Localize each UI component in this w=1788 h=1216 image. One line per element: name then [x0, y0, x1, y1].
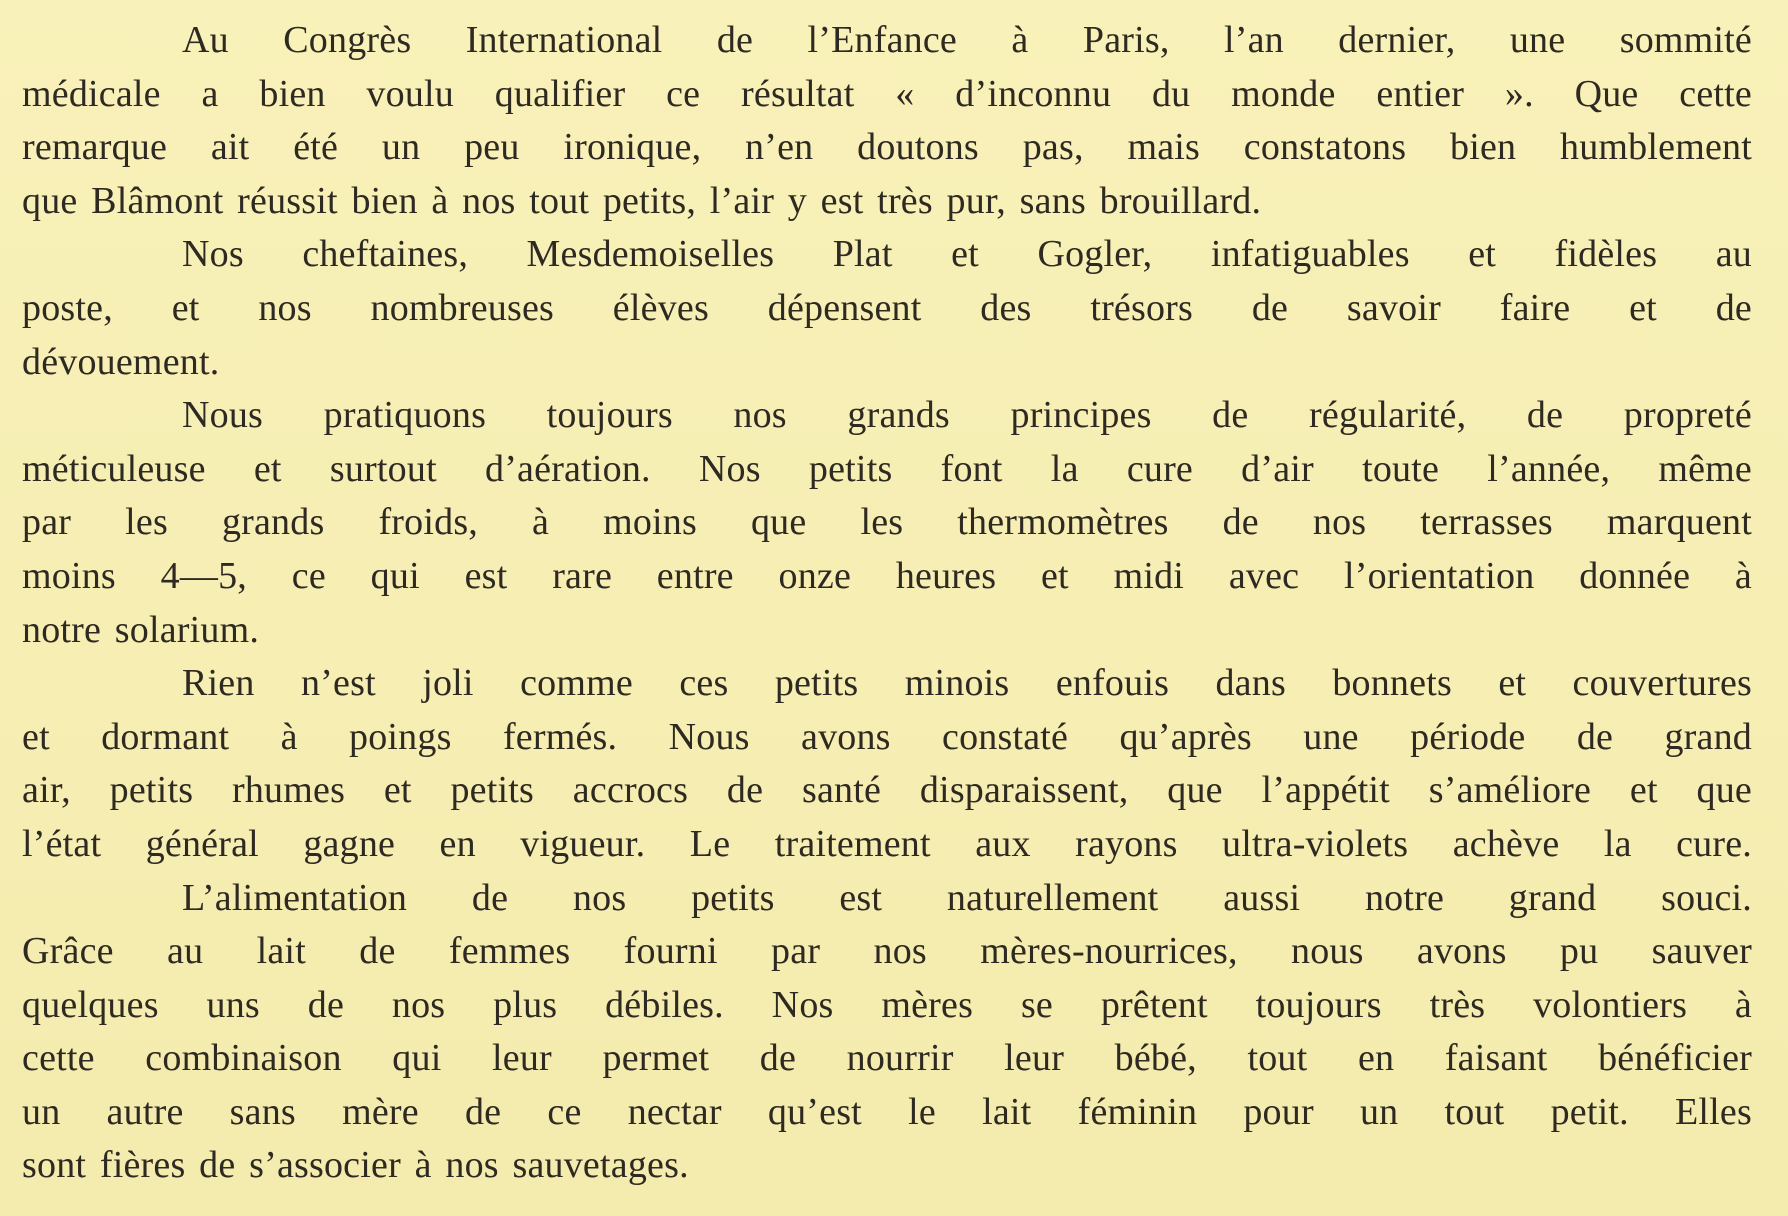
text-line: médicale a bien voulu qualifier ce résultat « d’inconnu du monde entier ». Que cette	[22, 72, 1752, 115]
paragraph-cheftaines	[22, 228, 1752, 389]
text-line: l’état général gagne en vigueur. Le traitement aux rayons ultra-violets achève la cure.	[22, 822, 1752, 865]
text-line: Rien n’est joli comme ces petits minois enfouis dans bonnets et couvertures	[182, 662, 1752, 705]
text-line: cette combinaison qui leur permet de nourrir leur bébé, tout en faisant bénéficier	[22, 1037, 1752, 1080]
text-line: poste, et nos nombreuses élèves dépensent des trésors de savoir faire et de	[22, 286, 1752, 329]
paragraph-alimentation	[22, 872, 1752, 1194]
text-line: et dormant à poings fermés. Nous avons constaté qu’après une période de grand	[22, 715, 1752, 758]
text-line: Grâce au lait de femmes fourni par nos mères-nourrices, nous avons pu sauver	[22, 930, 1752, 973]
text-line: que Blâmont réussit bien à nos tout petits, l’air y est très pur, sans brouillard.	[22, 179, 1262, 222]
text-line: quelques uns de nos plus débiles. Nos mères se prêtent toujours très volontiers à	[22, 983, 1752, 1026]
text-line: notre solarium.	[22, 608, 260, 651]
text-line: Nos cheftaines, Mesdemoiselles Plat et Gogler, infatiguables et fidèles au	[182, 233, 1752, 276]
text-line: Au Congrès International de l’Enfance à Paris, l’an dernier, une sommité	[182, 19, 1752, 61]
text-line: remarque ait été un peu ironique, n’en doutons pas, mais constatons bien humblement	[22, 126, 1752, 169]
text-line: sont fières de s’associer à nos sauvetages.	[22, 1144, 689, 1187]
text-line: méticuleuse et surtout d’aération. Nos petits font la cure d’air toute l’année, même	[22, 447, 1752, 490]
text-line: air, petits rhumes et petits accrocs de santé disparaissent, que l’appétit s’améliore et que	[22, 769, 1752, 812]
body-text	[22, 14, 1752, 1193]
paragraph-congres	[22, 14, 1752, 228]
paragraph-minois	[22, 657, 1752, 871]
text-line: par les grands froids, à moins que les thermomètres de nos terrasses marquent	[22, 501, 1752, 544]
text-line: dévouement.	[22, 340, 220, 383]
text-line: moins 4—5, ce qui est rare entre onze heures et midi avec l’orientation donnée à	[22, 554, 1752, 597]
paragraph-principes	[22, 389, 1752, 657]
text-line: L’alimentation de nos petits est naturellement aussi notre grand souci.	[182, 876, 1752, 919]
text-line: un autre sans mère de ce nectar qu’est le lait féminin pour un tout petit. Elles	[22, 1090, 1752, 1133]
text-line: Nous pratiquons toujours nos grands principes de régularité, de propreté	[182, 394, 1752, 437]
